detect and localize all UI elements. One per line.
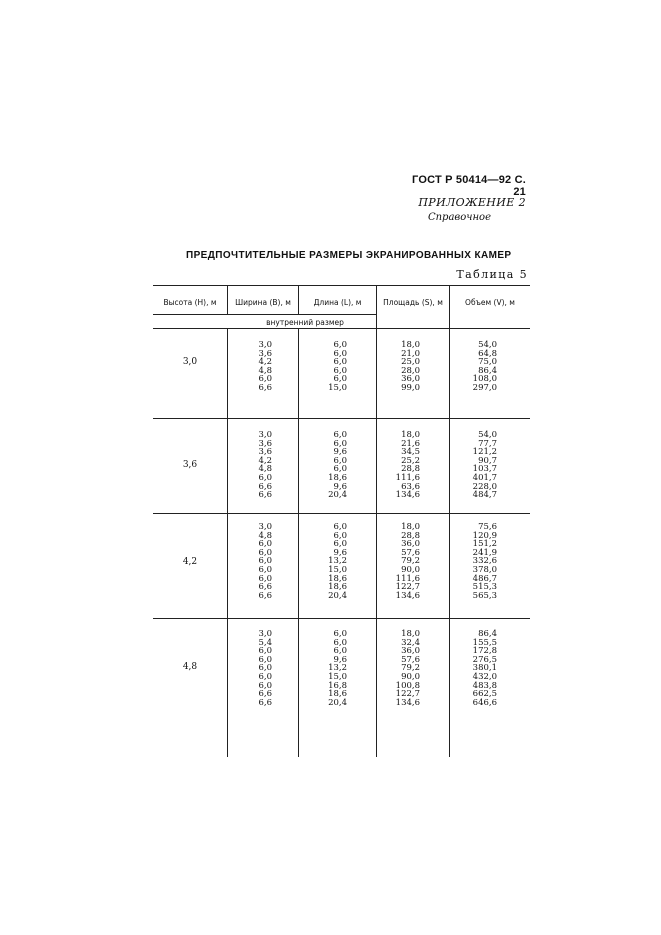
area-cell: 18,0 <box>401 522 420 532</box>
width-cell: 6,0 <box>258 573 272 584</box>
volume-column <box>473 630 497 707</box>
appendix-label: ПРИЛОЖЕНИЕ 2 <box>418 196 526 209</box>
length-cell: 6,0 <box>333 357 347 368</box>
width-cell: 3,0 <box>258 430 272 440</box>
width-cell: 6,0 <box>258 374 272 385</box>
length-column <box>328 523 347 600</box>
volume-cell: 172,8 <box>472 646 497 657</box>
width-cell: 5,4 <box>258 637 272 648</box>
area-cell: 34,5 <box>401 447 420 458</box>
width-cell: 6,0 <box>258 547 272 558</box>
volume-cell: 108,0 <box>472 374 497 385</box>
width-cell: 4,8 <box>258 365 272 376</box>
area-cell: 100,8 <box>395 680 420 691</box>
width-cell: 6,0 <box>258 556 272 567</box>
area-cell: 25,2 <box>401 455 420 466</box>
width-cell: 4,2 <box>258 455 272 466</box>
reference-label: Справочное <box>427 212 491 223</box>
header-length: Длина (L), м <box>313 298 362 307</box>
width-cell: 6,0 <box>258 472 272 483</box>
group-rule <box>153 618 530 619</box>
length-cell: 6,0 <box>333 348 347 359</box>
width-cell: 3,6 <box>258 447 272 458</box>
length-cell: 6,0 <box>333 646 347 657</box>
volume-cell: 297,0 <box>472 382 497 393</box>
height-value: 4,8 <box>182 662 198 672</box>
volume-cell: 565,3 <box>472 590 497 601</box>
column-divider <box>227 328 228 757</box>
volume-cell: 241,9 <box>472 547 497 558</box>
length-cell: 18,6 <box>328 472 347 483</box>
width-cell: 6,0 <box>258 539 272 550</box>
area-cell: 36,0 <box>401 539 420 550</box>
height-value: 4,2 <box>182 557 198 567</box>
area-cell: 32,4 <box>401 637 420 648</box>
column-divider <box>449 328 450 757</box>
width-cell: 6,0 <box>258 654 272 665</box>
volume-column <box>473 523 497 600</box>
volume-cell: 662,5 <box>472 689 497 700</box>
width-cell: 6,0 <box>258 671 272 682</box>
length-cell: 6,0 <box>333 374 347 385</box>
length-cell: 6,0 <box>333 340 347 350</box>
area-cell: 111,6 <box>395 472 420 483</box>
length-cell: 6,0 <box>333 365 347 376</box>
length-cell: 13,2 <box>328 556 347 567</box>
volume-cell: 155,5 <box>472 637 497 648</box>
area-cell: 134,6 <box>395 697 420 708</box>
area-cell: 28,0 <box>401 365 420 376</box>
area-cell: 18,0 <box>401 629 420 639</box>
length-cell: 20,4 <box>328 490 347 501</box>
area-column <box>401 341 420 393</box>
volume-cell: 121,2 <box>472 447 497 458</box>
width-cell: 3,6 <box>258 438 272 449</box>
header-inner-size: внутренний размер <box>266 318 344 327</box>
area-cell: 122,7 <box>395 582 420 593</box>
volume-cell: 228,0 <box>472 481 497 492</box>
area-column <box>396 431 420 500</box>
width-column <box>258 431 272 500</box>
width-column <box>258 341 272 393</box>
area-cell: 18,0 <box>401 430 420 440</box>
volume-cell: 86,4 <box>478 629 497 639</box>
width-cell: 6,6 <box>258 382 272 393</box>
length-cell: 9,6 <box>333 547 347 558</box>
length-cell: 18,6 <box>328 573 347 584</box>
header-bottom-rule <box>153 328 530 329</box>
length-cell: 6,0 <box>333 522 347 532</box>
width-cell: 6,6 <box>258 481 272 492</box>
area-cell: 28,8 <box>401 464 420 475</box>
length-cell: 15,0 <box>328 382 347 393</box>
width-cell: 6,0 <box>258 663 272 674</box>
length-cell: 6,0 <box>333 637 347 648</box>
length-cell: 20,4 <box>328 590 347 601</box>
area-cell: 134,6 <box>395 590 420 601</box>
volume-cell: 432,0 <box>472 671 497 682</box>
column-divider <box>376 328 377 757</box>
volume-cell: 86,4 <box>478 365 497 376</box>
width-cell: 4,8 <box>258 530 272 541</box>
area-cell: 90,0 <box>401 671 420 682</box>
length-cell: 9,6 <box>333 481 347 492</box>
volume-cell: 75,0 <box>478 357 497 368</box>
volume-cell: 484,7 <box>472 490 497 501</box>
width-cell: 3,0 <box>258 522 272 532</box>
volume-cell: 75,6 <box>478 522 497 532</box>
area-cell: 79,2 <box>401 663 420 674</box>
width-cell: 3,0 <box>258 340 272 350</box>
width-cell: 6,0 <box>258 564 272 575</box>
length-cell: 9,6 <box>333 654 347 665</box>
area-cell: 28,8 <box>401 530 420 541</box>
width-cell: 6,0 <box>258 680 272 691</box>
length-cell: 20,4 <box>328 697 347 708</box>
volume-column <box>473 341 497 393</box>
area-cell: 25,0 <box>401 357 420 368</box>
volume-cell: 54,0 <box>478 430 497 440</box>
width-column <box>258 630 272 707</box>
width-cell: 3,6 <box>258 348 272 359</box>
length-cell: 16,8 <box>328 680 347 691</box>
area-cell: 57,6 <box>401 547 420 558</box>
volume-column <box>473 431 497 500</box>
volume-cell: 515,3 <box>472 582 497 593</box>
column-divider <box>298 328 299 757</box>
volume-cell: 378,0 <box>472 564 497 575</box>
volume-cell: 486,7 <box>472 573 497 584</box>
length-cell: 6,0 <box>333 629 347 639</box>
subheader-rule <box>153 314 376 315</box>
width-cell: 6,6 <box>258 590 272 601</box>
height-value: 3,0 <box>182 357 198 367</box>
volume-cell: 380,1 <box>472 663 497 674</box>
volume-cell: 646,6 <box>472 697 497 708</box>
header-height: Высота (H), м <box>163 298 217 307</box>
width-cell: 4,8 <box>258 464 272 475</box>
width-column <box>258 523 272 600</box>
header-area: Площадь (S), м <box>383 298 443 307</box>
height-value: 3,6 <box>182 460 198 470</box>
standard-header: ГОСТ Р 50414—92 С. 21 <box>412 174 526 198</box>
length-cell: 18,6 <box>328 689 347 700</box>
header-width: Ширина (B), м <box>235 298 291 307</box>
volume-cell: 103,7 <box>472 464 497 475</box>
volume-cell: 64,8 <box>478 348 497 359</box>
area-cell: 99,0 <box>401 382 420 393</box>
width-cell: 6,0 <box>258 646 272 657</box>
area-cell: 36,0 <box>401 374 420 385</box>
volume-cell: 483,8 <box>472 680 497 691</box>
length-cell: 13,2 <box>328 663 347 674</box>
area-cell: 111,6 <box>395 573 420 584</box>
volume-cell: 276,5 <box>472 654 497 665</box>
area-column <box>396 630 420 707</box>
header-volume: Объем (V), м <box>465 298 515 307</box>
length-cell: 6,0 <box>333 464 347 475</box>
area-cell: 63,6 <box>401 481 420 492</box>
length-cell: 6,0 <box>333 430 347 440</box>
area-cell: 134,6 <box>395 490 420 501</box>
volume-cell: 401,7 <box>472 472 497 483</box>
length-cell: 6,0 <box>333 438 347 449</box>
dimensions-table <box>153 285 530 757</box>
area-cell: 90,0 <box>401 564 420 575</box>
volume-cell: 77,7 <box>478 438 497 449</box>
area-cell: 18,0 <box>401 340 420 350</box>
table-label: Таблица 5 <box>456 268 528 281</box>
volume-cell: 151,2 <box>472 539 497 550</box>
width-cell: 6,6 <box>258 582 272 593</box>
width-cell: 6,6 <box>258 697 272 708</box>
group-rule <box>153 513 530 514</box>
length-cell: 6,0 <box>333 539 347 550</box>
length-column <box>328 630 347 707</box>
width-cell: 4,2 <box>258 357 272 368</box>
width-cell: 6,6 <box>258 490 272 501</box>
width-cell: 3,0 <box>258 629 272 639</box>
length-cell: 6,0 <box>333 530 347 541</box>
group-rule <box>153 418 530 419</box>
volume-cell: 54,0 <box>478 340 497 350</box>
area-cell: 57,6 <box>401 654 420 665</box>
length-column <box>328 341 347 393</box>
area-cell: 122,7 <box>395 689 420 700</box>
volume-cell: 120,9 <box>472 530 497 541</box>
length-cell: 18,6 <box>328 582 347 593</box>
area-cell: 36,0 <box>401 646 420 657</box>
length-column <box>328 431 347 500</box>
area-cell: 79,2 <box>401 556 420 567</box>
area-column <box>396 523 420 600</box>
length-cell: 6,0 <box>333 455 347 466</box>
page-title: ПРЕДПОЧТИТЕЛЬНЫЕ РАЗМЕРЫ ЭКРАНИРОВАННЫХ КАМЕР <box>186 250 512 261</box>
area-cell: 21,6 <box>401 438 420 449</box>
width-cell: 6,6 <box>258 689 272 700</box>
length-cell: 15,0 <box>328 671 347 682</box>
table-top-rule <box>153 285 530 286</box>
volume-cell: 90,7 <box>478 455 497 466</box>
length-cell: 9,6 <box>333 447 347 458</box>
volume-cell: 332,6 <box>472 556 497 567</box>
area-cell: 21,0 <box>401 348 420 359</box>
length-cell: 15,0 <box>328 564 347 575</box>
